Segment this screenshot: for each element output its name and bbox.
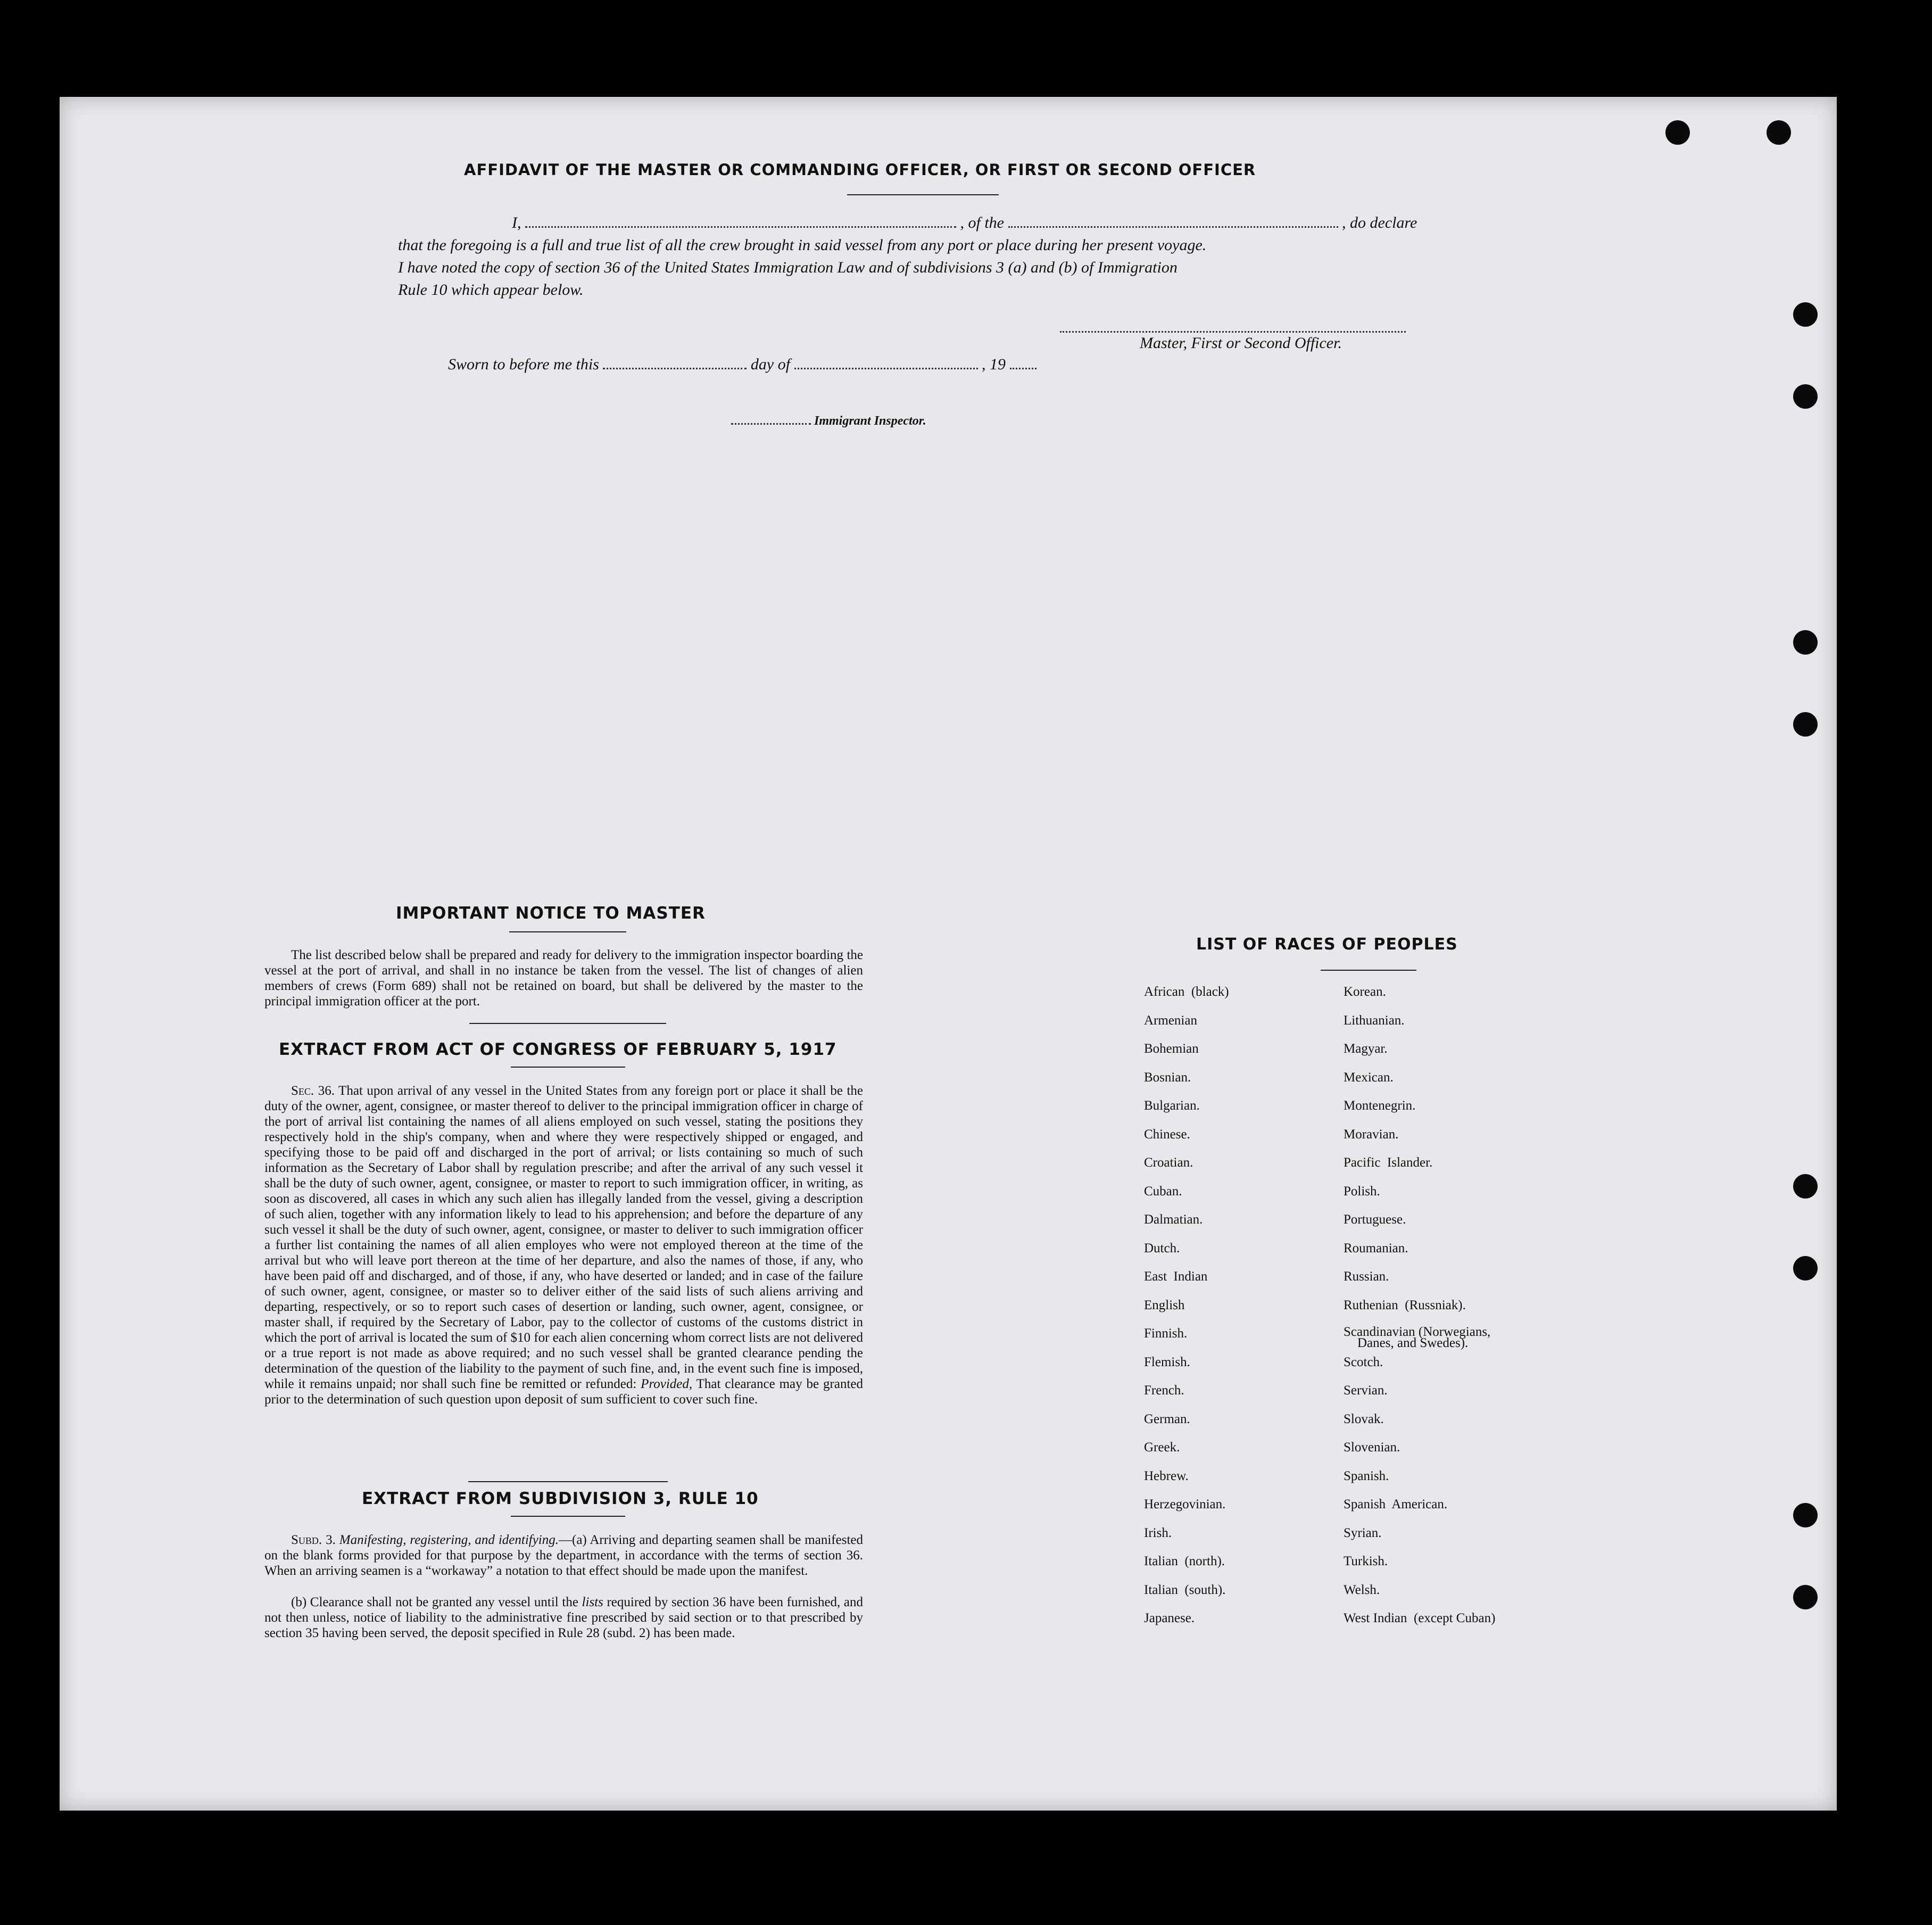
day-of-label: day of xyxy=(750,356,791,373)
races-row xyxy=(1144,1212,1602,1241)
sworn-line xyxy=(448,356,1193,374)
races-row xyxy=(1144,1355,1602,1384)
race-right: Scotch. xyxy=(1344,1354,1383,1369)
inspector-field[interactable] xyxy=(731,423,811,425)
race-right-continuation: Danes, and Swedes). xyxy=(1357,1336,1469,1350)
race-left: African (black) xyxy=(1144,985,1229,999)
race-right: Slovak. xyxy=(1344,1411,1384,1426)
races-row xyxy=(1144,1098,1602,1127)
race-right: Turkish. xyxy=(1344,1554,1388,1568)
subd-a-text: Arriving and departing seamen shall be manifested on the blank forms provided for that purpose by the department, in accordance with the terms of section 36. When an arriving seamen is a “workaway” a notation to that effect should be made upon the manifest. xyxy=(264,1533,863,1578)
race-right: Servian. xyxy=(1344,1383,1388,1398)
vessel-field[interactable] xyxy=(1008,226,1338,228)
subd-a-label: —(a) xyxy=(559,1533,587,1547)
punch-hole xyxy=(1793,1503,1818,1527)
title-rule xyxy=(847,194,999,195)
punch-hole xyxy=(1665,120,1690,145)
document-page xyxy=(60,97,1837,1811)
races-row xyxy=(1144,1269,1602,1298)
subd-b-text: required by section 36 have been furnished, and not then unless, notice of liability to the administrative fine prescribed by said section or to that prescribed by section 35 having been served, the deposit specified in Rule 28 (subd. 2) has been made. xyxy=(264,1595,864,1640)
races-row xyxy=(1144,1440,1602,1469)
races-row xyxy=(1144,1184,1602,1213)
act-rule xyxy=(511,1067,625,1068)
race-right: Russian. xyxy=(1344,1269,1389,1284)
sworn-label: Sworn to before me this xyxy=(448,356,599,373)
sec-label: Sec. 36. xyxy=(291,1084,335,1098)
race-left: Chinese. xyxy=(1144,1127,1190,1142)
inspector-line xyxy=(731,414,926,428)
races-row xyxy=(1144,1298,1602,1327)
punch-hole xyxy=(1793,1256,1818,1280)
subd-label: Subd. 3. xyxy=(291,1533,336,1547)
race-right: Polish. xyxy=(1344,1184,1380,1199)
act-title: EXTRACT FROM ACT OF CONGRESS OF FEBRUARY 5, 1917 xyxy=(279,1040,837,1059)
races-title: LIST OF RACES OF PEOPLES xyxy=(1196,935,1458,954)
races-row xyxy=(1144,1155,1602,1184)
races-row xyxy=(1144,1412,1602,1441)
race-left: Hebrew. xyxy=(1144,1468,1189,1483)
sworn-month-field[interactable] xyxy=(794,368,978,369)
i-label: I, xyxy=(512,214,521,232)
race-left: Croatian. xyxy=(1144,1155,1193,1170)
affidavit-line1 xyxy=(448,214,1459,232)
race-right: Spanish. xyxy=(1344,1468,1389,1483)
race-left: Bosnian. xyxy=(1144,1070,1191,1085)
race-right: Roumanian. xyxy=(1344,1241,1408,1255)
races-row xyxy=(1144,1326,1602,1355)
affidavit-title: AFFIDAVIT OF THE MASTER OR COMMANDING OFFICER, OR FIRST OR SECOND OFFICER xyxy=(464,161,1256,179)
race-left: French. xyxy=(1144,1383,1184,1398)
race-right: Mexican. xyxy=(1344,1070,1394,1085)
race-left: East Indian xyxy=(1144,1269,1208,1284)
subd-title: Manifesting, registering, and identifying. xyxy=(339,1533,559,1547)
races-row xyxy=(1144,1526,1602,1555)
sworn-year-field[interactable] xyxy=(1010,368,1037,369)
notice-rule xyxy=(509,931,626,932)
race-right: Spanish American. xyxy=(1344,1497,1448,1511)
signature-line[interactable] xyxy=(1060,331,1406,333)
race-left: Italian (south). xyxy=(1144,1582,1226,1597)
punch-hole xyxy=(1793,630,1818,655)
punch-hole xyxy=(1793,302,1818,327)
act-text xyxy=(264,1083,863,1407)
affidavit-line3: I have noted the copy of section 36 of the United States Immigration Law and of subdivisions 3 (a) and (b) of Immigration xyxy=(398,259,1178,276)
races-row xyxy=(1144,1554,1602,1583)
race-right: Magyar. xyxy=(1344,1042,1388,1056)
race-right: Welsh. xyxy=(1344,1582,1380,1597)
race-left: Japanese. xyxy=(1144,1611,1195,1625)
race-right: Ruthenian (Russniak). xyxy=(1344,1298,1466,1312)
notice-bottom-rule xyxy=(469,1023,666,1024)
race-right: Pacific Islander. xyxy=(1344,1155,1433,1170)
races-row xyxy=(1144,1383,1602,1412)
subd-b-label: (b) xyxy=(291,1595,307,1609)
punch-hole xyxy=(1767,120,1791,145)
races-rule xyxy=(1321,970,1416,971)
races-row xyxy=(1144,1241,1602,1270)
races-row xyxy=(1144,1469,1602,1498)
race-left: German. xyxy=(1144,1411,1190,1426)
race-right: Montenegrin. xyxy=(1344,1098,1416,1113)
race-left: Cuban. xyxy=(1144,1184,1182,1199)
of-the-label: , of the xyxy=(960,214,1004,232)
subd-b-pre: Clearance shall not be granted any vessel until the xyxy=(310,1595,578,1609)
affidavit-line4: Rule 10 which appear below. xyxy=(398,281,584,299)
race-right: Lithuanian. xyxy=(1344,1013,1405,1028)
sworn-day-field[interactable] xyxy=(603,368,747,369)
notice-text: The list described below shall be prepared and ready for delivery to the immigration inspector boarding the vessel at the port of arrival, and shall in no instance be taken from the vessel. The list of changes of alien members of crews (Form 689) shall not be retained on board, but shall be delivered by the master to the principal immigration officer at the port. xyxy=(264,948,863,1009)
race-left: Irish. xyxy=(1144,1525,1172,1540)
rule-subd-a xyxy=(264,1532,863,1579)
race-left: Greek. xyxy=(1144,1440,1180,1455)
act-body: That upon arrival of any vessel in the United States from any foreign port or place it shall be the duty of the owner, agent, consignee, or master thereof to deliver to the principal immigration officer in charge of the port of arrival list containing the names of all aliens employed on such vessel, stating the positions they respectively hold in the ship's company, when and where they were respectively shipped or engaged, and specifying those to be paid off and discharged in the port of arrival; or lists containing so much of such information as the Secretary of Labor shall by regulation prescribe; and after the arrival of any such vessel it shall be the duty of such owner, agent, consignee, or master to report to such immigration officer, in writing, as soon as discovered, all cases in which any such alien has illegally landed from the vessel, giving a description of such alien, together with any information likely to lead to his apprehension; and before the departure of any such vessel it shall be the duty of such owner, agent, consignee, or master to deliver to such immigration officer a further list containing the names of all alien employes who were not employed thereon at the time of the arrival but who will leave port thereon at the time of her departure, and also the names of those, if any, who have been paid off and discharged, and of those, if any, who have deserted or landed; and in case of the failure of such owner, agent, consignee, or master so to deliver either of the said lists of such aliens arriving and departing, respectively, or so to report such cases of desertion or landing, such owner, agent, consignee, or master shall, if required by the Secretary of Labor, pay to the collector of customs of the customs district in which the port of arrival is located the sum of $10 for each alien concerning whom correct lists are not delivered or a true report is not made as above required; and no such vessel shall be granted clearance pending the determination of the question of the liability to the payment of such fine, and, in the event such fine is imposed, while it remains unpaid; nor shall such fine be remitted or refunded: xyxy=(264,1084,863,1391)
race-right: Slovenian. xyxy=(1344,1440,1400,1455)
year-label: , 19 xyxy=(982,356,1006,373)
races-row xyxy=(1144,1611,1602,1640)
subd-b-lists: lists xyxy=(582,1595,603,1609)
name-field[interactable] xyxy=(525,226,956,228)
race-left: Herzegovinian. xyxy=(1144,1497,1226,1511)
race-right: Scandinavian (Norwegians, Danes, and Swedes). xyxy=(1344,1326,1602,1355)
punch-hole xyxy=(1793,384,1818,409)
race-left: Italian (north). xyxy=(1144,1554,1225,1568)
race-left: Bulgarian. xyxy=(1144,1098,1200,1113)
race-left: Armenian xyxy=(1144,1013,1197,1028)
race-right: West Indian (except Cuban) xyxy=(1344,1611,1496,1625)
act-body-end: That clearance may be granted prior to the determination of such question upon deposit of sum sufficient to cover such fine. xyxy=(264,1377,863,1407)
punch-hole xyxy=(1793,1585,1818,1609)
race-left: Dalmatian. xyxy=(1144,1212,1203,1227)
races-row xyxy=(1144,985,1602,1013)
race-left: Dutch. xyxy=(1144,1241,1180,1255)
races-row xyxy=(1144,1127,1602,1156)
race-left: Finnish. xyxy=(1144,1326,1188,1341)
provided-label: Provided, xyxy=(641,1377,693,1391)
race-right: Portuguese. xyxy=(1344,1212,1406,1227)
race-right: Moravian. xyxy=(1344,1127,1399,1142)
races-row xyxy=(1144,1070,1602,1099)
act-bottom-rule xyxy=(468,1481,668,1482)
races-row xyxy=(1144,1042,1602,1070)
notice-title: IMPORTANT NOTICE TO MASTER xyxy=(396,904,706,923)
do-declare-label: , do declare xyxy=(1342,214,1417,232)
races-row xyxy=(1144,1583,1602,1612)
races-table xyxy=(1144,985,1602,1640)
signature-label: Master, First or Second Officer. xyxy=(1140,334,1342,352)
race-left: English xyxy=(1144,1298,1185,1312)
race-left: Bohemian xyxy=(1144,1042,1199,1056)
races-row xyxy=(1144,1497,1602,1526)
race-right: Syrian. xyxy=(1344,1525,1382,1540)
affidavit-line2: that the foregoing is a full and true list of all the crew brought in said vessel from any port or place during her present voyage. xyxy=(398,236,1207,254)
rule-title: EXTRACT FROM SUBDIVISION 3, RULE 10 xyxy=(362,1489,759,1508)
rule-title-rule xyxy=(511,1516,625,1517)
race-right: Korean. xyxy=(1344,985,1386,999)
races-row xyxy=(1144,1013,1602,1042)
punch-hole xyxy=(1793,1174,1818,1199)
rule-subd-b xyxy=(264,1594,863,1641)
inspector-label: Immigrant Inspector. xyxy=(814,414,926,428)
punch-hole xyxy=(1793,712,1818,737)
race-left: Flemish. xyxy=(1144,1354,1190,1369)
